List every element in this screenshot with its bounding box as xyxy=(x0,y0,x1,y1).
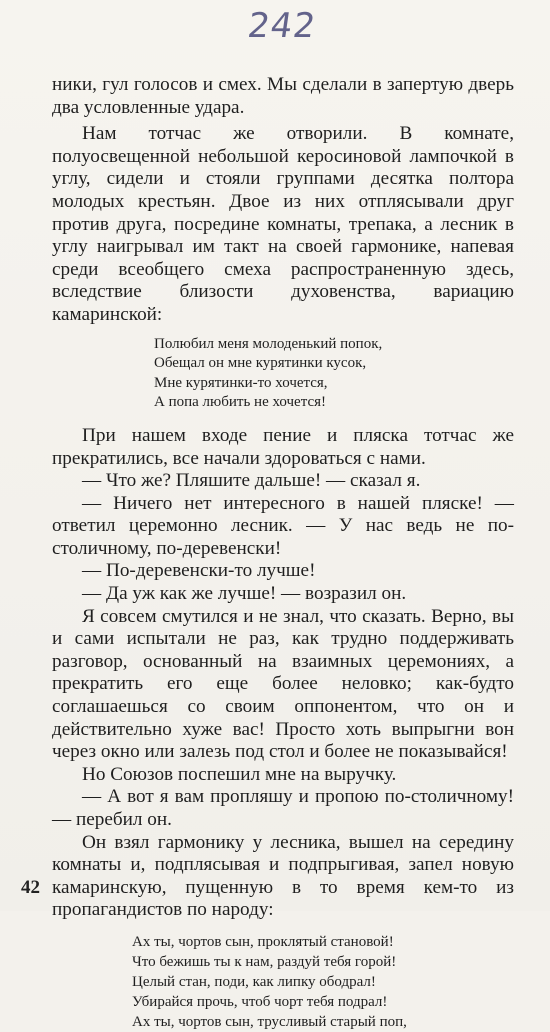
verse-block-1 xyxy=(154,335,514,413)
paragraph-10: — А вот я вам пропляшу и пропою по-столичному! — перебил он. xyxy=(52,786,514,830)
verse-1-line-3: Мне курятинки-то хочется, xyxy=(154,374,328,391)
paragraph-3: При нашем входе пение и пляска тотчас же прекратились, все начали здороваться с нами. xyxy=(52,424,514,469)
paragraph-6: — По-деревенски-то лучше! xyxy=(82,560,316,582)
verse-2-line-4: Убирайся прочь, чтоб чорт тебя подрал! xyxy=(132,993,388,1010)
page-number: 42 xyxy=(21,877,40,898)
paragraph-4: — Что же? Пляшите дальше! — сказал я. xyxy=(82,470,421,492)
verse-block-2 xyxy=(132,932,514,1032)
verse-2-line-1: Ах ты, чортов сын, проклятый становой! xyxy=(132,933,394,950)
handwritten-page-number: 242 xyxy=(245,6,319,46)
paragraph-8: Я совсем смутился и не знал, что сказать. Верно, вы и сами испытали не раз, как трудно поддерживать разговор, основанный на взаимных церемониях, а прекратить его еще более неловко; как-будто соглашаешься со своим оппонентом, что он и действительно хуже вас! Просто хоть выпрыгни вон через окно или залезь под стол и более не показывайся! xyxy=(52,605,514,763)
paragraph-7: — Да уж как же лучше! — возразил он. xyxy=(82,583,407,605)
verse-1-line-2: Обещал он мне курятинки кусок, xyxy=(154,355,367,372)
paragraph-11: Он взял гармонику у лесника, вышел на середину комнаты и, подплясывая и подпрыгивая, запел новую камаринскую, пущенную в то время кем-то из пропагандистов по народу: xyxy=(52,831,514,921)
paragraph-5: — Ничего нет интересного в нашей пляске! — ответил церемонно лесник. — У нас ведь не по-столичному, по-деревенски! xyxy=(52,492,514,559)
paragraph-2: Нам тотчас же отворили. В комнате, полуосвещенной небольшой керосиновой лампочкой в углу, сидели и стояли группами десятка полтора молодых крестьян. Двое из них отплясывали друг против друга, посредине комнаты, трепака, а лесник в углу наигрывал им такт на своей гармонике, напевая среди всеобщего смеха распространенную здесь, вследствие близости духовенства, вариацию камаринской: xyxy=(52,123,514,325)
verse-2-line-2: Что бежишь ты к нам, раздуй тебя горой! xyxy=(132,953,397,970)
verse-2-line-5: Ах ты, чортов сын, трусливый старый поп, xyxy=(132,1013,407,1030)
verse-1-line-4: А попа любить не хочется! xyxy=(154,394,327,411)
main-text-column xyxy=(52,74,514,1032)
paragraph-1: ники, гул голосов и смех. Мы сделали в запертую дверь два условленные удара. xyxy=(52,74,514,118)
verse-1-line-1: Полюбил меня молоденький попок, xyxy=(154,335,383,352)
verse-2-line-3: Целый стан, поди, как липку ободрал! xyxy=(132,973,376,990)
paragraph-9: Но Союзов поспешил мне на выручку. xyxy=(82,763,397,785)
